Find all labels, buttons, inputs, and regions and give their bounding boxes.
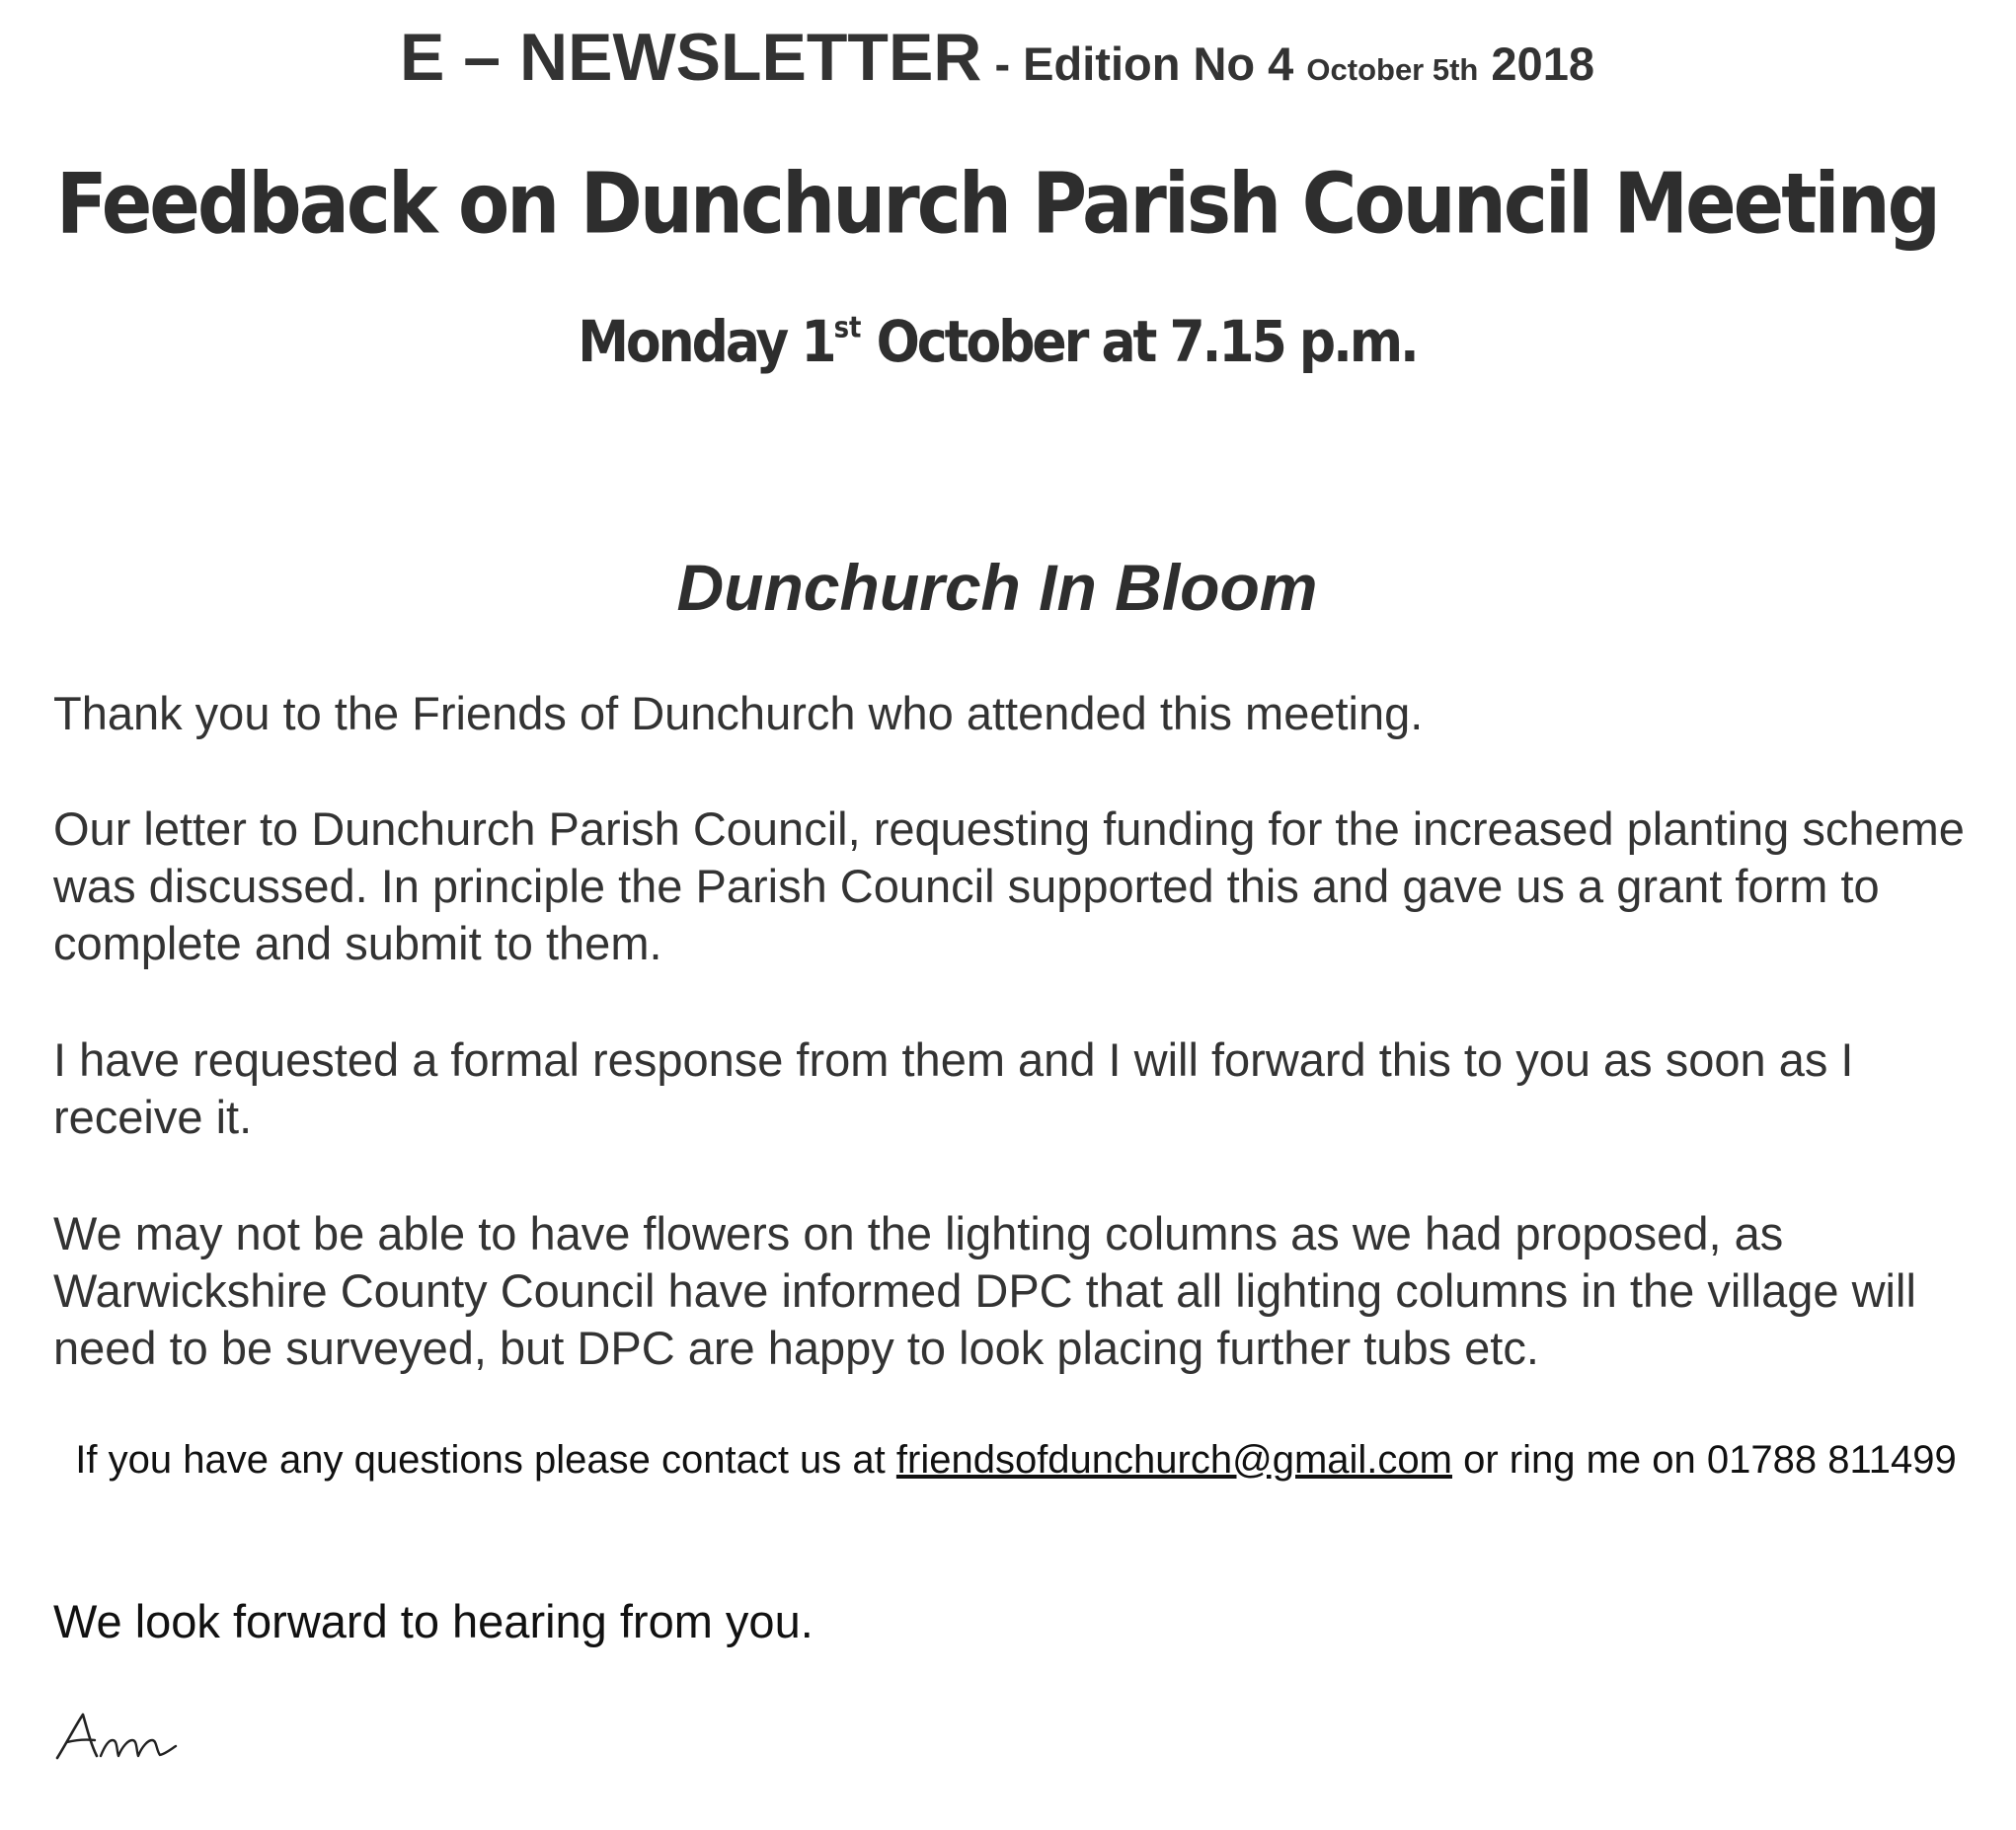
contact-email-link[interactable]: friendsofdunchurch@gmail.com (895, 1438, 1452, 1482)
paragraph-funding: Our letter to Dunchurch Parish Council, requesting funding for the increased planting scheme was discussed. In principle the Parish Council supported this and gave us a grant form to complete and submit to them. (53, 802, 1965, 969)
meeting-time: October at 7.15 p.m. (861, 309, 1417, 376)
closing-line: We look forward to hearing from you. (53, 1595, 814, 1647)
edition-date: October 5th (1306, 52, 1479, 87)
meeting-date (0, 309, 1994, 376)
meeting-day: Monday 1 (578, 309, 834, 376)
meeting-day-ordinal: st (833, 311, 862, 345)
contact-phone: or ring me on 01788 811499 (1451, 1438, 1957, 1482)
contact-info (53, 1436, 1978, 1485)
newsletter-masthead (0, 20, 1994, 95)
section-title: Dunchurch In Bloom (676, 551, 1318, 624)
edition-number: - Edition No 4 (981, 38, 1307, 90)
contact-prefix: If you have any questions please contact us at (75, 1438, 896, 1482)
paragraph-lighting: We may not be able to have flowers on the lighting columns as we had proposed, as Warwickshire County Council have informed DPC that all lighting columns in the village will need to be surveyed, but DPC are happy to look placing further tubs etc. (53, 1207, 1916, 1374)
signature-handwritten (53, 1703, 192, 1772)
paragraph-thanks: Thank you to the Friends of Dunchurch who attended this meeting. (53, 687, 1424, 739)
page-headline: Feedback on Dunchurch Parish Council Meeting (55, 154, 1939, 253)
newsletter-title: E – NEWSLETTER (400, 20, 982, 95)
paragraph-response: I have requested a formal response from them and I will forward this to you as soon as I receive it. (53, 1033, 1854, 1143)
edition-year: 2018 (1478, 38, 1594, 90)
